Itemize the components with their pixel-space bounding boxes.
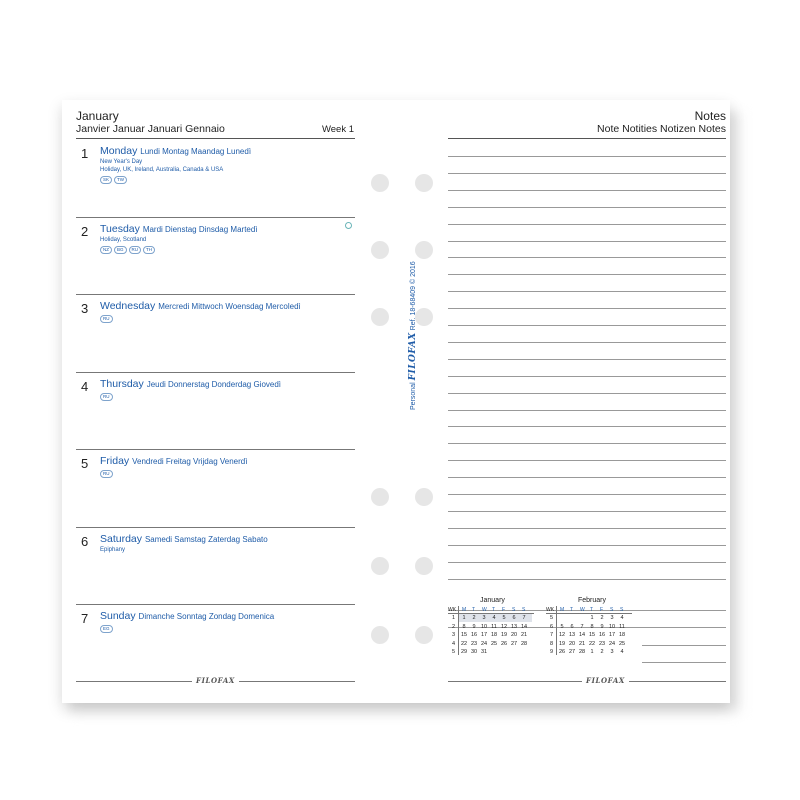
calendar-day: 20 — [510, 632, 518, 638]
dow-label: T — [472, 607, 476, 613]
calendar-day: 9 — [472, 623, 476, 630]
week-number: 3 — [451, 632, 455, 638]
calendar-day: 14 — [578, 632, 586, 638]
day-translations: Jeudi Donnerstag Donderdag Giovedì — [146, 379, 282, 389]
calendar-day: 22 — [460, 640, 468, 647]
country-badge: EG — [100, 625, 113, 633]
country-badge: TW — [114, 176, 127, 184]
ring-hole — [371, 174, 389, 192]
ring-hole — [371, 488, 389, 506]
day-title: Tuesday — [100, 222, 140, 235]
calendar-day: 1 — [462, 615, 466, 621]
day-number: 7 — [81, 611, 89, 626]
notes-header-rule — [448, 138, 726, 139]
calendar-day: 8 — [590, 623, 594, 630]
ring-hole — [371, 557, 389, 575]
country-badges — [100, 176, 127, 184]
calendar-day: 11 — [491, 623, 497, 630]
day-translations: Samedi Samstag Zaterdag Sabato — [144, 534, 268, 544]
calendar-day: 4 — [620, 649, 624, 655]
ring-hole — [371, 308, 389, 326]
ring-hole — [371, 241, 389, 259]
calendar-day: 3 — [610, 615, 614, 621]
calendar-day: 12 — [500, 623, 508, 630]
calendar-day: 25 — [490, 640, 498, 647]
day-block — [76, 140, 355, 218]
week-number: 2 — [451, 623, 455, 630]
note-line — [448, 359, 726, 360]
day-block — [76, 605, 355, 683]
dow-label: S — [620, 607, 624, 613]
day-translations: Lundi Montag Maandag Lunedì — [140, 147, 252, 156]
calendar-day: 20 — [568, 640, 576, 647]
note-line — [448, 511, 726, 512]
calendar-day: 17 — [608, 632, 616, 638]
day-note: Holiday, UK, Ireland, Australia, Canada & USA — [100, 167, 224, 173]
day-block — [76, 450, 355, 528]
ring-hole — [415, 174, 433, 192]
note-line — [448, 426, 726, 427]
calendar-day: 3 — [610, 649, 614, 655]
calendar-day: 7 — [580, 623, 584, 630]
note-line — [448, 579, 726, 580]
note-line — [448, 562, 726, 563]
day-title: Sunday — [100, 610, 136, 622]
calendar-day: 15 — [588, 632, 596, 638]
note-line — [448, 207, 726, 208]
note-line — [448, 460, 726, 461]
day-block — [76, 218, 355, 296]
dow-label: W — [482, 607, 487, 613]
calendar-day: 10 — [608, 623, 616, 630]
note-line — [448, 325, 726, 326]
note-line — [448, 610, 726, 611]
note-line — [448, 393, 726, 394]
day-title: Monday — [100, 145, 138, 157]
calendar-day: 1 — [590, 615, 594, 621]
country-badges — [100, 470, 113, 478]
dow-label: W — [580, 607, 585, 613]
note-line — [448, 241, 726, 242]
notes-title: Notes — [694, 109, 726, 123]
day-name — [100, 610, 274, 622]
note-line — [448, 156, 726, 157]
calendar-day: 18 — [490, 632, 498, 638]
week-number: 5 — [549, 615, 553, 621]
calendar-day: 2 — [600, 649, 604, 655]
day-name — [100, 300, 301, 312]
day-number: 2 — [81, 223, 89, 239]
country-badges — [100, 625, 113, 633]
note-line — [448, 443, 726, 444]
calendar-day: 19 — [500, 632, 508, 638]
country-badge: BG — [114, 246, 127, 254]
spine-reference — [408, 261, 418, 410]
calendar-day: 18 — [618, 632, 626, 638]
calendar-day: 30 — [470, 649, 478, 655]
calendar-day: 24 — [480, 640, 488, 647]
calendar-day: 8 — [462, 623, 466, 630]
calendar-day: 23 — [470, 640, 478, 647]
calendar-day: 15 — [460, 632, 468, 638]
country-badges — [100, 393, 113, 401]
day-title: Friday — [100, 455, 130, 467]
calendar-day: 24 — [608, 640, 616, 647]
ring-hole — [415, 488, 433, 506]
day-title: Wednesday — [100, 300, 156, 312]
calendar-day: 25 — [618, 640, 626, 647]
mini-calendar-title: February — [578, 597, 607, 604]
calendar-day: 27 — [510, 640, 518, 647]
note-line — [448, 376, 726, 377]
calendar-day: 19 — [558, 640, 566, 647]
spine-brand-logo: FILOFAX — [408, 332, 418, 381]
note-line — [448, 342, 726, 343]
moon-phase-icon — [345, 222, 352, 229]
note-line — [642, 645, 726, 646]
ring-hole — [415, 626, 433, 644]
dow-label: F — [502, 607, 506, 613]
note-line — [448, 173, 726, 174]
country-badge: RU — [100, 315, 113, 323]
day-translations: Mardi Dienstag Dinsdag Martedì — [142, 224, 258, 234]
calendar-day: 29 — [460, 649, 468, 655]
day-number: 6 — [81, 533, 89, 549]
calendar-day: 7 — [522, 615, 526, 621]
day-number: 3 — [81, 301, 89, 316]
calendar-day: 21 — [520, 632, 528, 638]
note-line — [448, 545, 726, 546]
calendar-day: 6 — [570, 623, 574, 630]
note-line — [448, 274, 726, 275]
day-note: New Year's Day — [100, 159, 143, 165]
day-name — [100, 378, 281, 390]
country-badges — [100, 315, 113, 323]
note-line — [448, 291, 726, 292]
dow-label: F — [600, 607, 604, 613]
calendar-day: 4 — [620, 615, 624, 621]
calendar-day: 28 — [520, 640, 528, 647]
notes-translations: Note Notities Notizen Notes — [597, 123, 726, 135]
country-badge: RU — [100, 470, 113, 478]
country-badge: NZ — [100, 246, 112, 254]
week-number: 4 — [451, 640, 455, 647]
spine-copyright: © 2016 — [410, 261, 417, 285]
calendar-day: 21 — [578, 640, 586, 647]
ring-hole — [415, 557, 433, 575]
week-label: Week 1 — [321, 124, 354, 135]
calendar-day: 31 — [480, 649, 488, 655]
calendar-day: 17 — [480, 632, 488, 638]
day-title: Thursday — [100, 377, 144, 390]
month-title: January — [76, 109, 119, 123]
wk-header: WK — [546, 607, 555, 613]
ring-hole — [415, 241, 433, 259]
calendar-day: 2 — [472, 615, 476, 621]
note-line — [448, 308, 726, 309]
calendar-day: 4 — [492, 615, 496, 621]
calendar-day: 10 — [480, 623, 488, 630]
dow-label: M — [560, 607, 565, 613]
calendar-day: 13 — [568, 632, 576, 638]
note-line — [448, 410, 726, 411]
calendar-day: 16 — [598, 632, 606, 638]
country-badge: SK — [100, 176, 112, 184]
calendar-day: 27 — [568, 649, 576, 655]
note-line — [448, 257, 726, 258]
note-line — [448, 528, 726, 529]
spine-label: Personal — [410, 382, 417, 410]
country-badge: TH — [143, 246, 155, 254]
note-line — [642, 662, 726, 663]
day-block — [76, 528, 355, 606]
day-title: Saturday — [100, 532, 143, 545]
week-number: 8 — [549, 640, 553, 647]
dow-label: T — [492, 607, 496, 613]
dow-label: S — [512, 607, 516, 613]
note-line — [448, 224, 726, 225]
calendar-day: 13 — [510, 623, 518, 630]
dow-label: T — [590, 607, 594, 613]
calendar-day: 14 — [520, 623, 528, 630]
calendar-day: 26 — [558, 649, 566, 655]
calendar-day: 11 — [619, 623, 625, 630]
calendar-day: 2 — [600, 615, 604, 621]
day-translations: Mercredi Mittwoch Woensdag Mercoledì — [158, 302, 301, 311]
day-name — [100, 533, 268, 545]
calendar-day: 5 — [502, 615, 506, 621]
dow-label: S — [522, 607, 526, 613]
country-badges — [100, 246, 155, 254]
dow-label: M — [462, 607, 467, 613]
calendar-day: 28 — [578, 649, 586, 655]
dow-label: S — [610, 607, 614, 613]
day-translations: Dimanche Sonntag Zondag Domenica — [138, 612, 275, 621]
calendar-day: 9 — [600, 623, 604, 630]
spine-ref: Ref. 18-68409 — [410, 285, 417, 331]
calendar-day: 23 — [598, 640, 606, 647]
calendar-day: 16 — [470, 632, 478, 638]
calendar-day: 3 — [482, 615, 486, 621]
day-block — [76, 295, 355, 373]
week-number: 9 — [549, 649, 553, 655]
week-number: 5 — [451, 649, 455, 655]
country-badge: RU — [129, 246, 142, 254]
note-line — [448, 477, 726, 478]
wk-header: WK — [448, 607, 457, 613]
ring-hole — [371, 626, 389, 644]
calendar-day: 5 — [560, 623, 564, 630]
header-rule — [76, 138, 355, 139]
calendar-day: 6 — [512, 615, 516, 621]
day-note: Epiphany — [100, 546, 126, 553]
calendar-day: 12 — [558, 632, 566, 638]
calendar-day: 22 — [588, 640, 596, 647]
day-translations: Vendredi Freitag Vrijdag Venerdì — [132, 457, 248, 466]
right-footer-logo: FILOFAX — [582, 676, 629, 685]
day-number: 5 — [81, 456, 89, 471]
day-block — [76, 373, 355, 451]
note-line — [448, 494, 726, 495]
day-number: 4 — [81, 378, 89, 394]
week-number: 1 — [451, 615, 455, 621]
calendar-day: 1 — [590, 649, 594, 655]
day-number: 1 — [81, 146, 89, 161]
week-number: 7 — [549, 632, 553, 638]
dow-label: T — [570, 607, 574, 613]
country-badge: RU — [100, 393, 113, 401]
day-name — [100, 455, 247, 467]
day-note: Holiday, Scotland — [100, 236, 147, 243]
note-line — [448, 190, 726, 191]
day-name — [100, 145, 251, 157]
day-name — [100, 223, 258, 235]
mini-calendar-title: January — [480, 597, 505, 604]
calendar-day: 26 — [500, 640, 508, 647]
left-footer-logo: FILOFAX — [192, 676, 239, 685]
week-number: 6 — [549, 623, 553, 630]
month-translations: Janvier Januar Januari Gennaio — [76, 123, 225, 135]
diary-insert-page — [62, 100, 730, 703]
